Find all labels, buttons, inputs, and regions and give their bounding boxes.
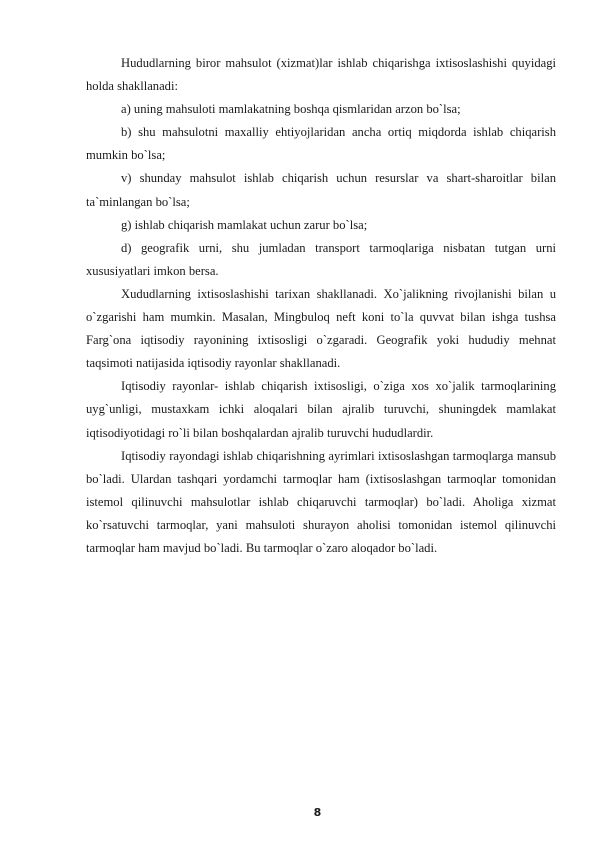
page-number: 8 — [313, 806, 322, 819]
list-item-a: a) uning mahsuloti mamlakatning boshqa qismlaridan arzon bo`lsa; — [121, 102, 461, 117]
paragraph-specialization-intro: Hududlarning biror mahsulot (xizmat)lar ishlab chiqarishga ixtisoslashishi quyidagi holda shakllanadi: — [86, 56, 556, 94]
document-body — [86, 52, 556, 560]
list-item-b: b) shu mahsulotni maxalliy ehtiyojlaridan ancha ortiq miqdorda ishlab chiqarish mumkin bo`lsa; — [86, 125, 556, 163]
list-item-d: d) geografik urni, shu jumladan transport tarmoqlariga nisbatan tutgan urni xususiyatlari imkon bersa. — [86, 240, 556, 278]
paragraph-economic-regions-definition: Iqtisodiy rayonlar- ishlab chiqarish ixtisosligi, o`ziga xos xo`jalik tarmoqlarining uyg`unligi, mustaxkam ichki aloqalari bilan ajralib turuvchi, shuningdek mamlakat iqtisodiyotidagi ro`li bilan boshqalardan ajralib turuvchi hududlardir. — [86, 379, 556, 440]
paragraph-industry-branches: Iqtisodiy rayondagi ishlab chiqarishning ayrimlari ixtisoslashgan tarmoqlarga mansub bo`ladi. Ulardan tashqari yordamchi tarmoqlar ham (ixtisoslashgan tarmoqlar tomonidan istemol qilinuvchi mahsulotlar ishlab chiqaruvchi tarmoqlar) bo`ladi. Aholiga xizmat ko`rsatuvchi tarmoqlar, yani mahsuloti shurayon aholisi tomonidan istemol qilinuvchi tarmoqlar ham mavjud bo`ladi. Bu tarmoqlar o`zaro aloqador bo`ladi. — [86, 448, 556, 555]
paragraph-historical-formation: Xududlarning ixtisoslashishi tarixan shakllanadi. Xo`jalikning rivojlanishi bilan u o`zgarishi ham mumkin. Masalan, Mingbuloq neft koni to`la quvvat bilan ishga tushsa Farg`ona iqtisodiy rayonining ixtisosligi o`zgaradi. Geografik yoki hududiy mehnat taqsimoti natijasida iqtisodiy rayonlar shakllanadi. — [86, 286, 556, 371]
list-item-g: g) ishlab chiqarish mamlakat uchun zarur bo`lsa; — [121, 217, 368, 232]
list-item-v: v) shunday mahsulot ishlab chiqarish uchun resurslar va shart-sharoitlar bilan ta`minlangan bo`lsa; — [86, 171, 556, 209]
